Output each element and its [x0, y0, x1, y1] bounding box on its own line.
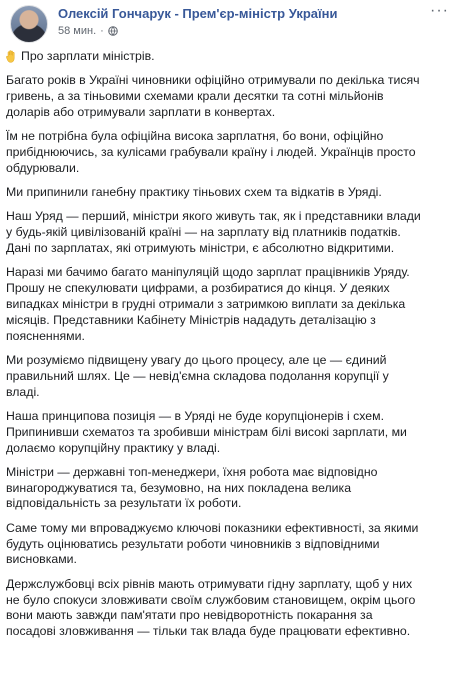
- more-options-icon[interactable]: ···: [430, 2, 449, 19]
- post-paragraph: Багато років в Україні чиновники офіційно отримували по декілька тисяч гривень, а за тіньовими схемами крали десятки та сотні мільйонів доларів або отримували зарплати в конвертах.: [6, 73, 420, 119]
- post-paragraph: Наразі ми бачимо багато маніпуляцій щодо зарплат працівників Уряду. Прошу не спекулювати цифрами, а розбиратися до кінця. У деяких випадках міністри в грудні отримали з затримкою виплати за декілька місяців. Представники Кабінету Міністрів нададуть деталізацію з поясненнями.: [6, 265, 410, 343]
- post-paragraph: Наш Уряд — перший, міністри якого живуть так, як і представники влади у будь-якій цивілізованій країні — на зарплату від платників податків. Дані по зарплатах, які отримують міністри, є абсолютно відкритими.: [6, 209, 421, 255]
- dot-separator: ·: [100, 25, 104, 37]
- post-intro: [6, 48, 454, 64]
- globe-icon: [108, 26, 118, 36]
- post-paragraph: Держслужбовці всіх рівнів мають отримувати гідну зарплату, щоб у них не було спокуси зловживати своїм службовим становищем, окрім цього вони мають завжди пам'ятати про невідворотність покарання за посадові зловживання — тільки так влада буде працювати ефективно.: [6, 576, 416, 639]
- post-timestamp[interactable]: 58 мин.: [58, 25, 97, 37]
- raised-hand-emoji-icon: [6, 50, 17, 63]
- post-meta: [58, 25, 118, 37]
- intro-text: Про зарплати міністрів.: [21, 49, 155, 63]
- author-avatar[interactable]: [10, 5, 48, 43]
- post-paragraph: Саме тому ми впроваджуємо ключові показники ефективності, за якими будуть оцінюватись результати роботи чиновників з відповідними висновками.: [6, 520, 419, 567]
- post-header: [6, 0, 457, 44]
- post-body: [6, 48, 454, 649]
- post-paragraph: Наша принципова позиція — в Уряді не буде корупціонерів і схем. Припинивши схематоз та зробивши міністрам білі високі зарплати, ми долаємо корупційну практику у владі.: [6, 408, 407, 455]
- post-paragraph: Ми припинили ганебну практику тіньових схем та відкатів в Уряді.: [6, 184, 382, 199]
- post-paragraph: Ми розуміємо підвищену увагу до цього процесу, але це — єдиний правильний шлях. Це — невід'ємна складова подолання корупції у владі.: [6, 352, 389, 399]
- author-name-link[interactable]: Олексій Гончарук - Прем'єр-міністр України: [58, 6, 338, 21]
- post-paragraph: Їм не потрібна була офіційна висока зарплатня, бо вони, офіційно прибіднюючись, за кулісами грабували країну і людей. Українців просто обдурювали.: [6, 128, 416, 175]
- post-paragraph: Міністри — державні топ-менеджери, їхня робота має відповідно винагороджуватися та, безумовно, на них покладена велика відповідальність за результати їх роботи.: [6, 464, 378, 511]
